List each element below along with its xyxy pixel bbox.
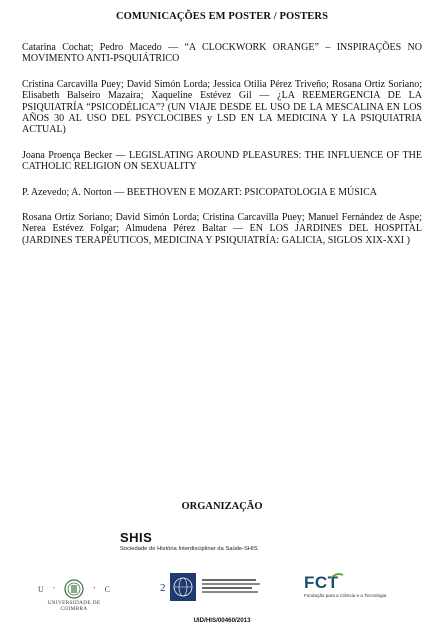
poster-entry: Rosana Ortiz Soriano; David Simón Lorda; Cristina Carcavilla Puey; Manuel Fernández de Aspe; Nerea Estévez Folgar; Almudena Pérez Baltar — EN LOS JARDINES DEL HOSPITAL (JARDINES TERAPÉUTICOS, MEDICINA Y PSIQUIATRÍA: GALICIA, SIGLOS XIX-XXI ) — [22, 212, 422, 246]
shis-logo-subtitle: Sociedade de História Interdisciplinar da Saúde-SHIS — [120, 546, 258, 552]
ceis20-logo — [158, 573, 268, 603]
poster-entry: Joana Proença Becker — LEGISLATING AROUND PLEASURES: THE INFLUENCE OF THE CATHOLIC RELIGION ON SEXUALITY — [22, 149, 422, 173]
fct-logo-wordmark: FCT — [304, 573, 339, 592]
poster-entry: Cristina Carcavilla Puey; David Simón Lorda; Jessica Otilia Pérez Triveño; Rosana Ortiz Soriano; Elisabeth Balseiro Mazaira; Xaqueline Estévez Gil — ¿LA REEMERGENCIA DE LA PSIQUIATRÍA “PSICODÉLICA”? (UN VIAJE DESDE EL USO DE LA MESCALINA EN LOS AÑOS 30 AL USO DEL PSYCLOCIBES y LSD EN LA MEDICINA Y LA PSIQUIATRIA ACTUAL) — [22, 78, 422, 136]
poster-list — [22, 42, 422, 260]
fct-logo — [304, 574, 434, 606]
university-seal-icon — [64, 579, 84, 599]
fct-logo-subtitle: Fundação para a Ciência e a Tecnologia — [304, 593, 387, 598]
ceis20-globe-icon — [170, 573, 196, 601]
section-heading: COMUNICAÇÕES EM POSTER / POSTERS — [115, 11, 329, 22]
fct-swoosh-icon — [330, 572, 344, 580]
coimbra-university-logo: U • • C UNIVERSIDADE DE COIMBRA — [34, 574, 114, 612]
ceis20-logo-number: 2 — [160, 582, 166, 594]
shis-logo — [120, 530, 258, 552]
shis-logo-wordmark: SHIS — [120, 530, 153, 545]
uc-letter-u: U — [38, 584, 44, 594]
poster-entry: P. Azevedo; A. Norton — BEETHOVEN E MOZART: PSICOPATOLOGIA E MÚSICA — [22, 186, 378, 198]
project-code: UID/HIS/00460/2013 — [193, 617, 251, 624]
uc-letter-c: C — [104, 584, 110, 594]
poster-entry: Catarina Cochat; Pedro Macedo — “A CLOCKWORK ORANGE” – INSPIRAÇÕES NO MOVIMENTO ANTI-PSQUIÁTRICO — [22, 42, 422, 65]
organization-heading: ORGANIZAÇÃO — [181, 501, 263, 512]
uc-logo-name: UNIVERSIDADE DE COIMBRA — [47, 600, 101, 612]
